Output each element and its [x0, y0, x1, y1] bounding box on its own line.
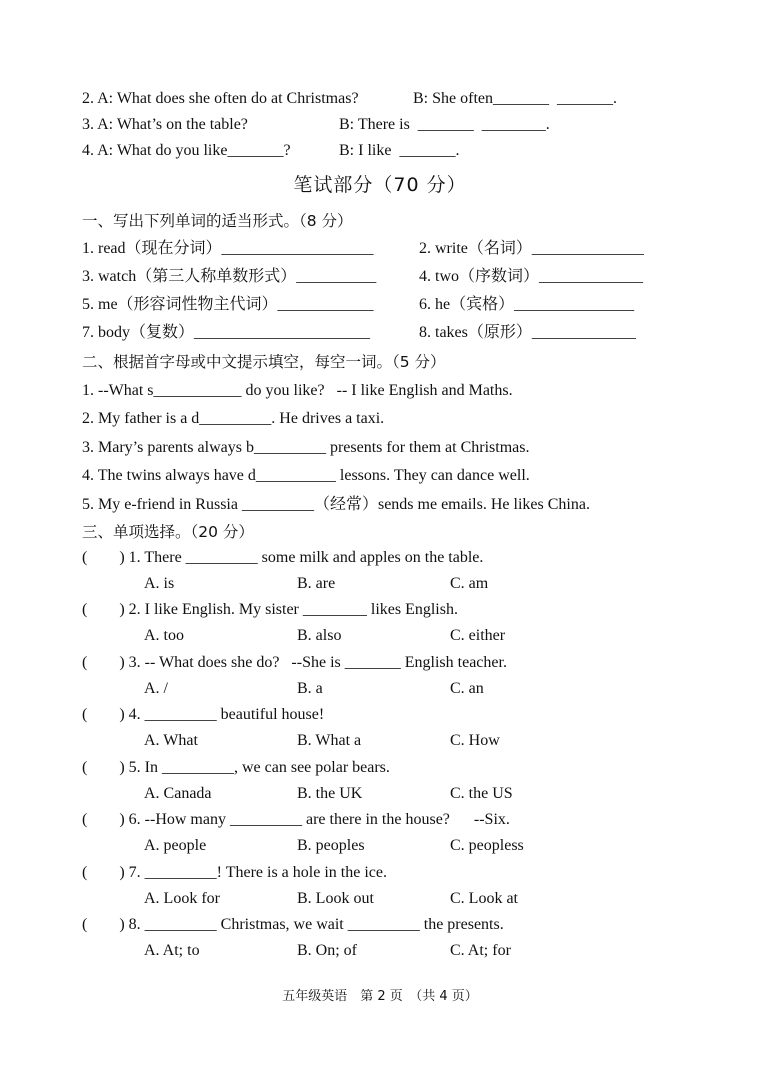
section2-item-3: 3. Mary’s parents always b_________ presents for them at Christmas.: [82, 439, 530, 456]
question-2-option-b: B. also: [297, 627, 342, 644]
question-5-option-b: B. the UK: [297, 785, 363, 802]
question-4-option-b: B. What a: [297, 732, 362, 749]
section1-heading: 一、写出下列单词的适当形式。（8 分）: [82, 212, 353, 230]
section1-item-5: 5. me（形容词性物主代词）____________: [82, 296, 374, 313]
question-5-option-a: A. Canada: [144, 785, 212, 802]
section2-item-1: 1. --What s___________ do you like? -- I like English and Maths.: [82, 382, 513, 399]
question-4: ( ) 4. _________ beautiful house!: [82, 706, 325, 723]
question-4-option-a: A. What: [144, 732, 198, 749]
question-8-option-b: B. On; of: [297, 942, 357, 959]
question-3-option-c: C. an: [450, 680, 484, 697]
question-8: ( ) 8. _________ Christmas, we wait _________ the presents.: [82, 916, 504, 933]
section1-item-7: 7. body（复数）______________________: [82, 324, 371, 341]
question-6-option-c: C. peopless: [450, 837, 524, 854]
section2-item-2: 2. My father is a d_________. He drives a taxi.: [82, 410, 385, 427]
section2-item-5: 5. My e-friend in Russia _________（经常）sends me emails. He likes China.: [82, 496, 590, 513]
question-5-option-c: C. the US: [450, 785, 513, 802]
question-8-option-a: A. At; to: [144, 942, 200, 959]
listening-item-2-question: 2. A: What does she often do at Christmas?: [82, 90, 359, 107]
section1-item-6: 6. he（宾格）_______________: [419, 296, 635, 313]
section1-item-1: 1. read（现在分词）___________________: [82, 240, 374, 257]
question-6: ( ) 6. --How many _________ are there in the house? --Six.: [82, 811, 510, 828]
section3-heading: 三、单项选择。（20 分）: [82, 523, 254, 541]
section1-item-2: 2. write（名词）______________: [419, 240, 644, 257]
question-8-option-c: C. At; for: [450, 942, 511, 959]
written-part-title: 笔试部分（70 分）: [293, 174, 467, 196]
section1-item-8: 8. takes（原形）_____________: [419, 324, 636, 341]
section2-item-4: 4. The twins always have d__________ lessons. They can dance well.: [82, 467, 530, 484]
question-1-option-b: B. are: [297, 575, 336, 592]
listening-item-4-answer: B: I like _______.: [339, 142, 460, 159]
question-7-option-a: A. Look for: [144, 890, 220, 907]
question-6-option-a: A. people: [144, 837, 207, 854]
question-7: ( ) 7. _________! There is a hole in the ice.: [82, 864, 387, 881]
listening-item-2-answer: B: She often_______ _______.: [413, 90, 617, 107]
section1-item-4: 4. two（序数词）_____________: [419, 268, 644, 285]
listening-item-3-question: 3. A: What’s on the table?: [82, 116, 248, 133]
question-7-option-c: C. Look at: [450, 890, 518, 907]
page-footer: 五年级英语 第 2 页 （共 4 页）: [282, 989, 478, 1004]
question-2-option-a: A. too: [144, 627, 184, 644]
question-5: ( ) 5. In _________, we can see polar bears.: [82, 759, 390, 776]
question-7-option-b: B. Look out: [297, 890, 374, 907]
listening-item-4-question: 4. A: What do you like_______?: [82, 142, 291, 159]
question-3-option-b: B. a: [297, 680, 323, 697]
question-1-option-c: C. am: [450, 575, 489, 592]
question-4-option-c: C. How: [450, 732, 500, 749]
question-6-option-b: B. peoples: [297, 837, 365, 854]
listening-item-3-answer: B: There is _______ ________.: [339, 116, 550, 133]
section1-item-3: 3. watch（第三人称单数形式）__________: [82, 268, 377, 285]
section2-heading: 二、根据首字母或中文提示填空，每空一词。（5 分）: [82, 353, 446, 371]
question-3: ( ) 3. -- What does she do? --She is _______ English teacher.: [82, 654, 507, 671]
question-2-option-c: C. either: [450, 627, 506, 644]
question-3-option-a: A. /: [144, 680, 168, 697]
question-1: ( ) 1. There _________ some milk and apples on the table.: [82, 549, 484, 566]
question-1-option-a: A. is: [144, 575, 175, 592]
question-2: ( ) 2. I like English. My sister ________ likes English.: [82, 601, 458, 618]
